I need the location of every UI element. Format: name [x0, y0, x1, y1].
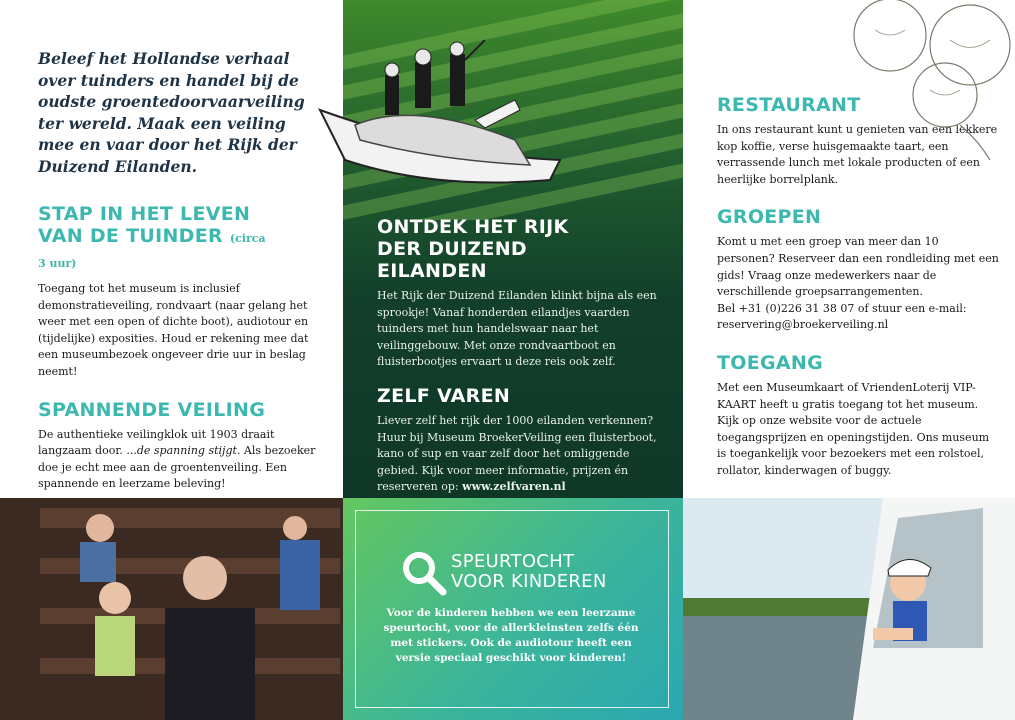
speurtocht-title: [451, 552, 607, 592]
magnifier-icon: [401, 550, 447, 596]
veiling-text-italic: ...de spanning stijgt.: [126, 444, 241, 458]
veiling-text-part1: De authentieke veilingklok uit 1903 draait langzaam door.: [38, 427, 275, 458]
section-title-zelf-varen: ZELF VAREN: [377, 384, 511, 407]
boat-child-illustration: [683, 498, 1015, 720]
speurtocht-panel: [343, 498, 683, 720]
groepen-contact: Bel +31 (0)226 31 38 07 of stuur een e-mail:: [717, 301, 967, 315]
section-title-tuinder-text: STAP IN HET LEVEN VAN DE TUINDER: [38, 203, 251, 247]
section-text-tuinder: Toegang tot het museum is inclusief demonstratieveiling, rondvaart (naar gelang het weer met een open of dichte boot), audiotour en (tijdelijke) exposities. Houd er rekening mee dat een museumbezoek ongeveer drie uur in beslag neemt!: [38, 282, 309, 378]
boat-illustration: [315, 40, 565, 190]
boat-child-photo: [683, 498, 1015, 720]
intro-text: Beleef het Hollandse verhaal over tuinders en handel bij de oudste groentedoorvaarveiling ter wereld. Maak een veiling mee en vaar door het Rijk der Duizend Eilanden.: [38, 49, 305, 176]
section-title-rijk: ONTDEK HET RIJK DER DUIZEND EILANDEN: [377, 216, 569, 282]
section-subtitle-duration: (circa 3 uur): [38, 232, 266, 270]
speurtocht-text: Voor de kinderen hebben we een leerzame speurtocht, voor de allerkleinsten zelfs één met stickers. Ook de audiotour heeft een versie speciaal geschikt voor kinderen!: [383, 607, 639, 664]
auction-photo-illustration: [0, 498, 343, 720]
section-title-toegang: TOEGANG: [717, 351, 823, 374]
middle-column: [343, 0, 683, 498]
section-text-toegang: Met een Museumkaart of VriendenLoterij VIP-KAART heeft u gratis toegang tot het museum. Kijk op onze website voor de actuele toegangsprijzen en openingstijden. Ons museum is toegankelijk voor bezoekers met een rolstoel, rollator, kinderwagen of buggy.: [717, 380, 990, 477]
zelf-varen-text: Liever zelf het rijk der 1000 eilanden verkennen? Huur bij Museum BroekerVeiling een fluisterboot, kano of sup en vaar zelf door het omliggende gebied. Kijk voor meer informatie, prijzen én reserveren op:: [377, 413, 657, 494]
section-text-veiling: [38, 427, 323, 493]
speurtocht-title-line2: VOOR KINDEREN: [451, 571, 607, 592]
beet-illustration: [850, 0, 1015, 165]
auction-photo: [0, 498, 343, 720]
section-text-groepen: [717, 234, 999, 334]
left-column: [0, 0, 343, 498]
speurtocht-title-line1: SPEURTOCHT: [451, 551, 575, 572]
groepen-text: Komt u met een groep van meer dan 10 personen? Reserveer dan een rondleiding met een gids! Vraag onze medewerkers naar de verschillende groepsarrangementen.: [717, 235, 999, 299]
section-text-restaurant: In ons restaurant kunt u genieten van een lekkere kop koffie, verse huisgemaakte taart, een verrassende lunch met lokale producten of een heerlijke borrelplank.: [717, 123, 998, 186]
groepen-email[interactable]: reservering@broekerveiling.nl: [717, 318, 889, 332]
section-title-tuinder: [38, 203, 268, 275]
section-text-zelf-varen: [377, 413, 661, 496]
section-title-groepen: GROEPEN: [717, 206, 822, 229]
section-text-rijk: Het Rijk der Duizend Eilanden klinkt bijna als een sprookje! Vanaf honderden eilandjes vaarden tuinders met hun handelswaar naar het veilinggebouw. Met onze rondvaartboot en fluisterbootjes ervaart u deze reis ook zelf.: [377, 289, 657, 369]
section-title-veiling: SPANNENDE VEILING: [38, 398, 266, 421]
section-title-restaurant: RESTAURANT: [717, 94, 861, 116]
zelfvaren-link[interactable]: www.zelfvaren.nl: [462, 480, 566, 494]
middle-content: [377, 216, 661, 496]
veiling-text-part2: Als bezoeker doe je echt mee aan de groentenveiling. Een spannende en leerzame beleving!: [38, 444, 316, 491]
